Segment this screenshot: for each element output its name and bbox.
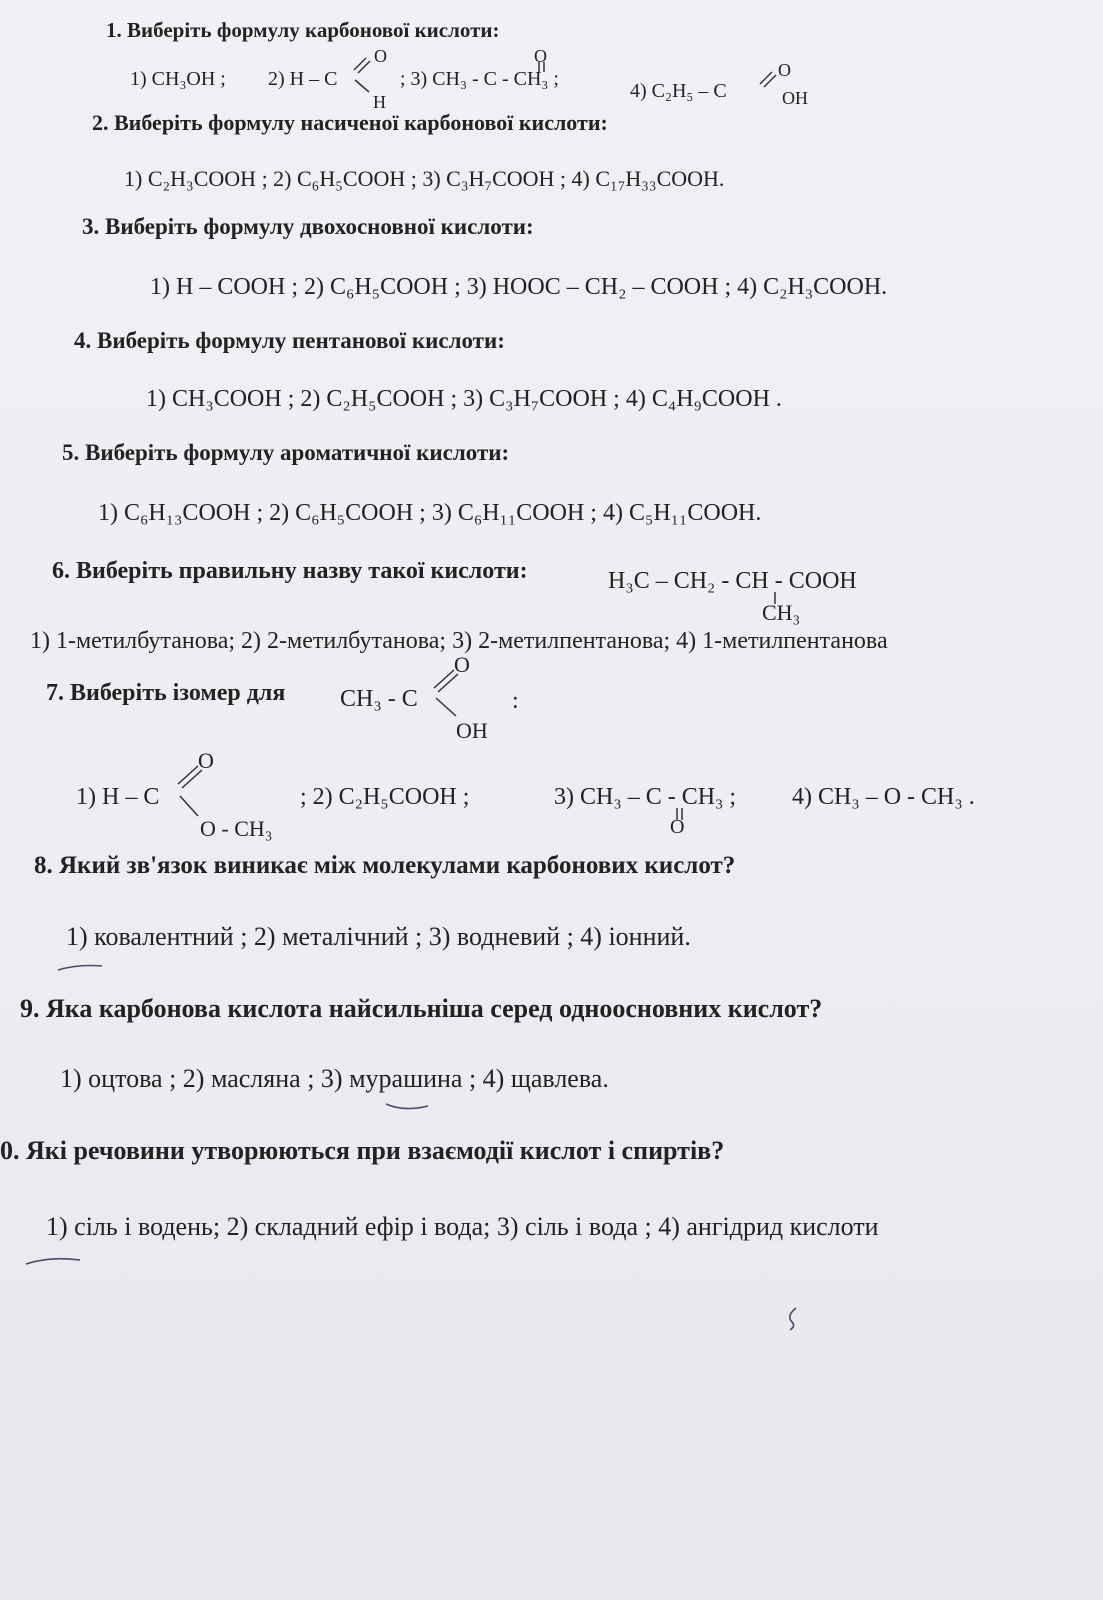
q7-option-1: 1) H – C — [76, 784, 160, 810]
q1-option-4: 4) C₂H₅ – C — [630, 80, 727, 102]
q1-option-1: 1) CH₃OH ; — [130, 68, 226, 90]
question-9 — [20, 994, 822, 1024]
question-text: Виберіть ізомер для — [70, 680, 286, 706]
question-text: Який зв'язок виникає між молекулами карбонових кислот? — [59, 852, 736, 879]
q3-options: 1) H – COOH ; 2) C₆H₅COOH ; 3) HOOC – CH₂ – COOH ; 4) C₂H₃COOH. — [150, 274, 888, 300]
q7-option-3-oxygen: O — [670, 816, 685, 838]
question-number: 4. — [74, 328, 92, 353]
q8-underline-mark — [56, 960, 106, 974]
question-text: Виберіть формулу карбонової кислоти: — [127, 18, 500, 42]
question-2 — [92, 110, 608, 136]
question-text: Виберіть формулу пентанової кислоти: — [97, 328, 505, 353]
q10-options: 1) сіль і водень; 2) складний ефір і вода; 3) сіль і вода ; 4) ангідрид кислоти — [46, 1212, 879, 1241]
question-number: 1. — [106, 18, 122, 42]
question-number: 6. — [52, 558, 70, 584]
question-4 — [74, 328, 505, 354]
q1-option-4-oxygen: O — [778, 60, 791, 80]
question-8 — [34, 852, 735, 880]
pen-mark — [782, 1306, 802, 1332]
q7-colon: : — [512, 688, 519, 714]
q1-option-2: 2) H – C — [268, 68, 338, 90]
q7-option-3: 3) CH₃ – C - CH₃ ; — [554, 784, 737, 810]
question-text: Виберіть правильну назву такої кислоти: — [76, 558, 528, 584]
question-3 — [82, 214, 534, 240]
question-text: Які речовини утворюються при взаємодії кислот і спиртів? — [26, 1136, 725, 1165]
q1-option-2-hydrogen: H — [373, 92, 386, 112]
q7-formula: CH₃ - C — [340, 686, 418, 712]
q7-option-2: ; 2) C₂H₅COOH ; — [300, 784, 470, 810]
question-7 — [46, 680, 285, 707]
q7-option-1-oxygen: O — [198, 748, 214, 773]
question-text: Яка карбонова кислота найсильніша серед одноосновних кислот? — [46, 994, 823, 1023]
question-number: 2. — [92, 110, 109, 135]
question-number: 5. — [62, 440, 80, 465]
question-number: 9. — [20, 994, 40, 1023]
q1-option-3-bond — [536, 60, 548, 74]
q1-option-2-oxygen: O — [374, 46, 387, 66]
question-1 — [106, 18, 500, 43]
q2-options: 1) C₂H₃COOH ; 2) C₆H₅COOH ; 3) C₃H₇COOH ; 4) C₁₇H₃₃COOH. — [124, 166, 725, 191]
question-number: 3. — [82, 214, 100, 239]
q7-formula-hydroxyl: OH — [456, 718, 488, 743]
q8-options: 1) ковалентний ; 2) металічний ; 3) водневий ; 4) іонний. — [66, 922, 691, 951]
q7-option-1-methoxy: O - CH₃ — [200, 816, 273, 841]
q6-formula: H₃C – CH₂ - CH - COOH — [608, 568, 857, 594]
question-text: Виберіть формулу насиченої карбонової кислоти: — [114, 110, 608, 135]
question-number: 0. — [0, 1136, 20, 1165]
q6-options: 1) 1-метилбутанова; 2) 2-метилбутанова; 3) 2-метилпентанова; 4) 1-метилпентанова — [30, 628, 888, 654]
q1-option-3-oxygen: O — [534, 46, 547, 66]
question-10 — [0, 1136, 724, 1166]
q4-options: 1) CH₃COOH ; 2) C₂H₅COOH ; 3) C₃H₇COOH ; 4) C₄H₉COOH . — [146, 386, 782, 412]
q10-underline-mark — [24, 1252, 84, 1268]
question-number: 7. — [46, 680, 64, 706]
question-number: 8. — [34, 852, 53, 879]
q9-underline-mark — [384, 1100, 434, 1114]
q1-option-4-hydroxyl: OH — [782, 88, 808, 108]
question-text: Виберіть формулу двохосновної кислоти: — [105, 214, 534, 239]
q7-option-4: 4) CH₃ – O - CH₃ . — [792, 784, 975, 810]
q7-formula-oxygen: O — [454, 652, 470, 677]
q9-options: 1) оцтова ; 2) масляна ; 3) мурашина ; 4) щавлева. — [60, 1064, 609, 1093]
q5-options: 1) C₆H₁₃COOH ; 2) C₆H₅COOH ; 3) C₆H₁₁COOH ; 4) C₅H₁₁COOH. — [98, 500, 762, 526]
question-6 — [52, 558, 528, 585]
question-text: Виберіть формулу ароматичної кислоти: — [85, 440, 510, 465]
q1-option-3: ; 3) CH₃ - C - CH₃ ; — [400, 68, 559, 90]
q6-branch: CH₃ — [762, 600, 801, 625]
question-5 — [62, 440, 509, 466]
